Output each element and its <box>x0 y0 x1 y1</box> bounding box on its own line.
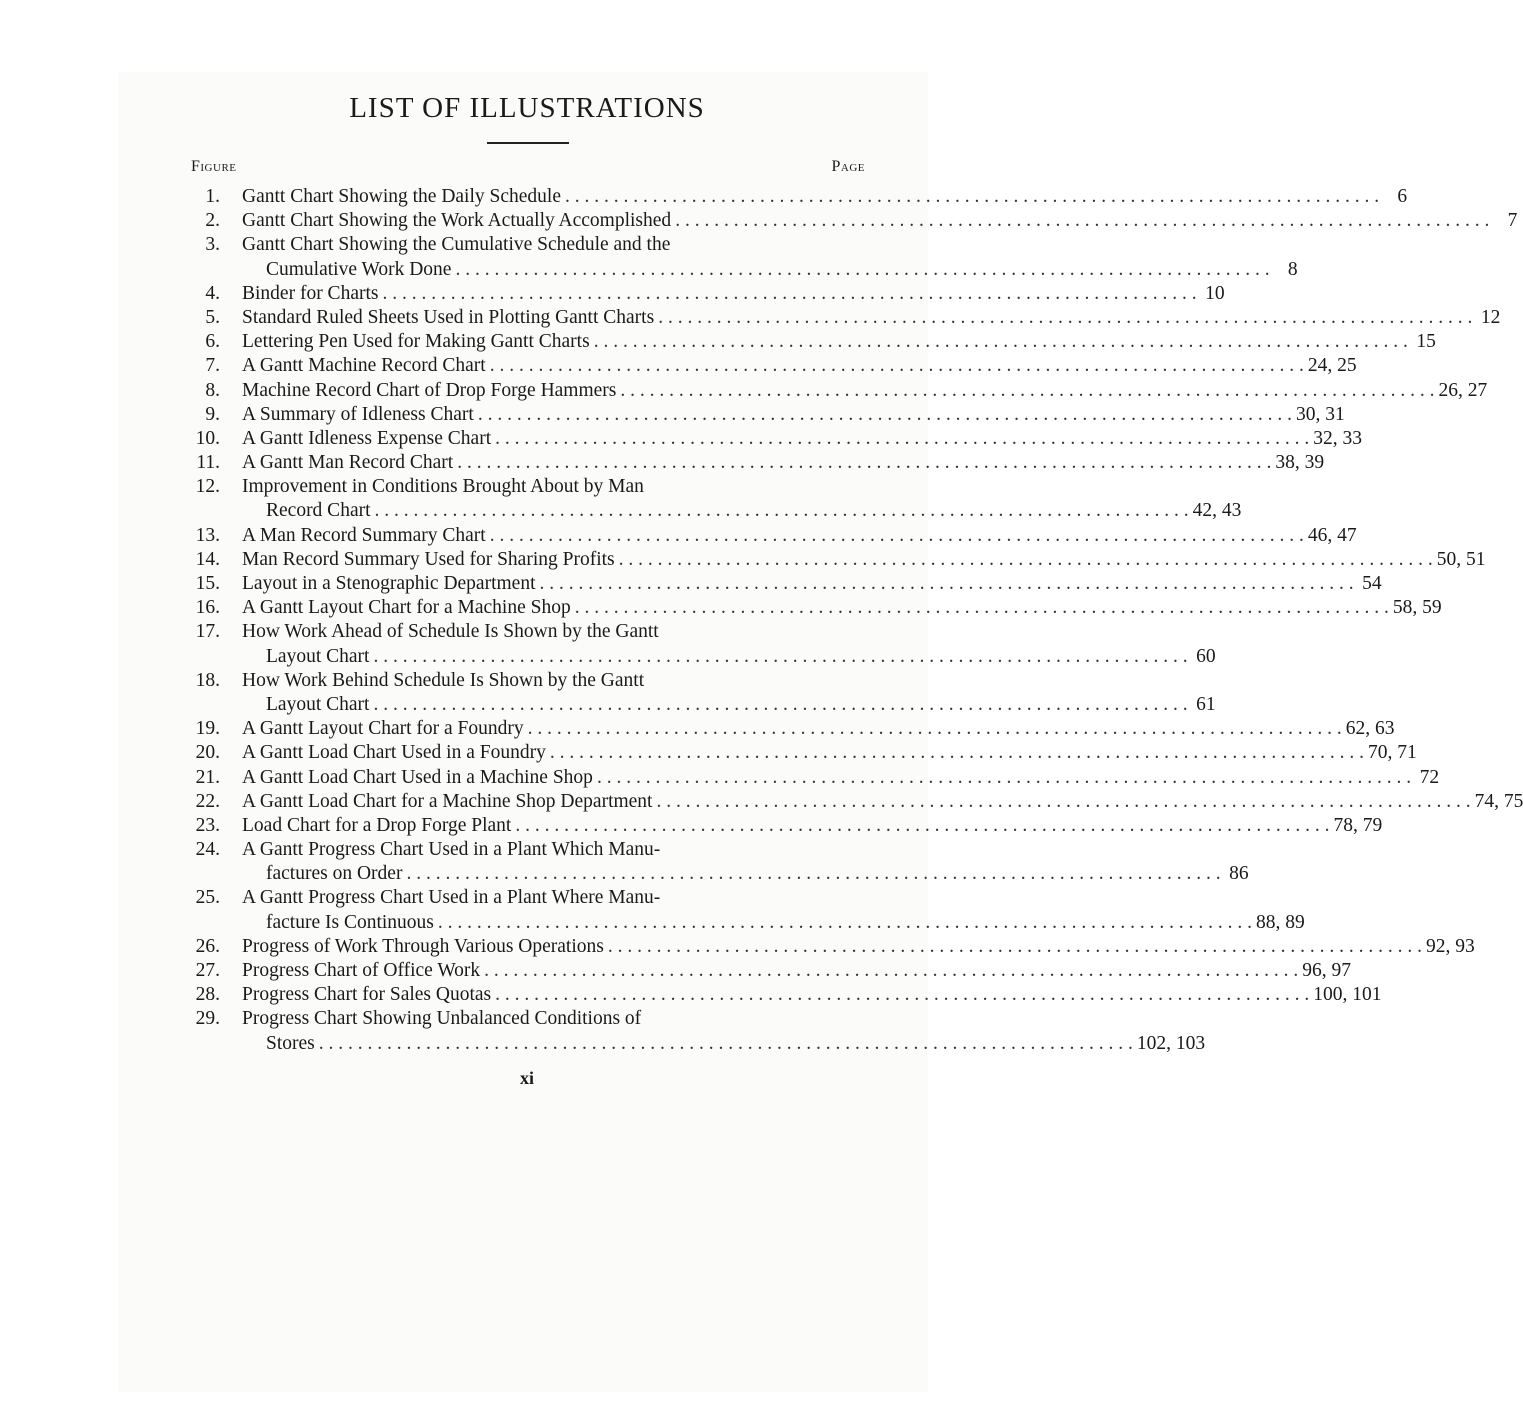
figure-number: 12. <box>195 476 220 498</box>
figure-number: 14. <box>195 548 220 570</box>
figure-number: 9. <box>205 403 220 425</box>
figure-number: 4. <box>205 282 220 304</box>
list-item-continuation <box>186 1032 1206 1057</box>
dot-leader <box>620 380 1434 402</box>
figure-caption: factures on Order <box>266 863 403 885</box>
list-item <box>186 621 864 645</box>
dot-leader <box>656 791 1470 813</box>
page-reference: 50, 51 <box>1436 548 1486 570</box>
figure-caption: A Gantt Progress Chart Used in a Plant Which Manu- <box>242 839 661 861</box>
figure-number: 24. <box>195 839 220 861</box>
page-reference: 102, 103 <box>1136 1032 1206 1054</box>
figure-caption: facture Is Continuous <box>266 911 434 933</box>
figure-number: 10. <box>195 427 220 449</box>
list-item <box>186 935 1475 960</box>
figure-caption: Man Record Summary Used for Sharing Profits <box>242 548 615 570</box>
figure-number: 5. <box>205 306 220 328</box>
figure-number: 28. <box>195 984 220 1006</box>
page-reference: 78, 79 <box>1333 814 1383 836</box>
figure-caption: A Gantt Idleness Expense Chart <box>242 427 492 449</box>
dot-leader <box>619 549 1433 571</box>
figure-caption: Cumulative Work Done <box>266 258 452 280</box>
figure-number: 23. <box>195 814 220 836</box>
dot-leader <box>319 1033 1133 1055</box>
list-item <box>186 839 864 863</box>
list-item <box>186 742 1417 766</box>
figure-number: 19. <box>195 718 220 740</box>
figure-caption: A Gantt Layout Chart for a Foundry <box>242 718 524 740</box>
figure-caption: Gantt Chart Showing the Cumulative Schedule and the <box>242 234 671 256</box>
figure-caption: Progress Chart of Office Work <box>242 960 481 981</box>
figure-caption: Improvement in Conditions Brought About by Man <box>242 476 644 498</box>
page-reference: 26, 27 <box>1438 379 1488 401</box>
page-reference: 6 <box>1397 186 1408 207</box>
figure-caption: Progress Chart Showing Unbalanced Conditions of <box>242 1008 642 1030</box>
page-reference: 10 <box>1205 282 1225 304</box>
figure-caption: A Summary of Idleness Chart <box>242 403 474 425</box>
page-reference: 58, 59 <box>1392 597 1442 619</box>
list-item-continuation <box>186 645 1216 670</box>
figure-caption: How Work Ahead of Schedule Is Shown by the Gantt <box>242 621 659 643</box>
dot-leader <box>658 307 1472 329</box>
figure-caption: How Work Behind Schedule Is Shown by the Gantt <box>242 669 645 691</box>
page-reference: 86 <box>1229 863 1249 885</box>
list-item <box>186 186 1408 210</box>
figure-caption: Load Chart for a Drop Forge Plant <box>242 814 512 836</box>
dot-leader <box>490 525 1304 547</box>
dot-leader <box>597 767 1411 789</box>
list-item-continuation <box>186 500 1242 524</box>
page-title: LIST OF ILLUSTRATIONS <box>349 92 705 124</box>
dot-leader <box>515 815 1329 837</box>
list-item <box>186 718 1395 742</box>
figure-number: 22. <box>195 790 220 812</box>
figure-number: 2. <box>205 210 220 232</box>
list-item <box>186 548 1486 573</box>
page-reference: 15 <box>1416 331 1436 353</box>
dot-leader <box>575 597 1389 619</box>
list-item-continuation <box>186 258 1298 283</box>
page-number-footer: xi <box>519 1068 534 1088</box>
title-rule <box>487 142 569 144</box>
page-reference: 74, 75 <box>1474 790 1523 812</box>
figure-caption: A Gantt Layout Chart for a Machine Shop <box>242 597 571 619</box>
figure-caption: Progress of Work Through Various Operations <box>242 935 604 957</box>
list-item <box>186 984 1382 1008</box>
figure-number: 17. <box>195 621 220 643</box>
figure-caption: A Man Record Summary Chart <box>242 524 486 546</box>
figure-number: 8. <box>205 379 220 401</box>
figure-column-header: Figure <box>191 158 237 175</box>
figure-caption: A Gantt Man Record Chart <box>242 452 454 474</box>
dot-leader <box>594 331 1408 353</box>
dot-leader <box>495 428 1309 450</box>
page-reference: 60 <box>1196 645 1216 667</box>
list-item-continuation <box>186 693 1216 718</box>
dot-leader <box>406 863 1220 885</box>
list-item <box>186 597 1442 621</box>
page-reference: 42, 43 <box>1192 500 1242 522</box>
figure-number: 20. <box>195 742 220 764</box>
list-item <box>186 210 1518 234</box>
page-reference: 32, 33 <box>1313 427 1362 449</box>
figure-caption: Progress Chart for Sales Quotas <box>242 984 492 1006</box>
figure-caption: Layout Chart <box>266 693 370 715</box>
figure-caption: A Gantt Load Chart Used in a Machine Shop <box>242 766 593 788</box>
page-reference: 92, 93 <box>1425 935 1475 957</box>
list-item <box>186 306 1501 331</box>
figure-caption: Binder for Charts <box>242 282 379 304</box>
figure-caption: Record Chart <box>266 500 371 522</box>
list-item <box>186 1008 864 1032</box>
list-item <box>186 960 1352 984</box>
figure-number: 25. <box>195 887 220 909</box>
list-item <box>186 790 1523 815</box>
dot-leader <box>550 742 1364 764</box>
list-item <box>186 573 1382 597</box>
page-reference: 100, 101 <box>1313 984 1382 1006</box>
figure-caption: A Gantt Progress Chart Used in a Plant Where Manu- <box>242 887 661 909</box>
list-item <box>186 524 1357 549</box>
figure-number: 26. <box>195 935 220 957</box>
list-item <box>186 234 864 258</box>
dot-leader <box>484 960 1298 982</box>
list-item <box>186 379 1488 404</box>
page-reference: 30, 31 <box>1295 403 1345 425</box>
figure-caption: Lettering Pen Used for Making Gantt Charts <box>242 331 590 353</box>
page-reference: 62, 63 <box>1345 718 1395 740</box>
figure-caption: A Gantt Load Chart Used in a Foundry <box>242 742 546 764</box>
dot-leader <box>608 936 1422 958</box>
figure-caption: Stores <box>266 1032 315 1054</box>
list-item <box>186 814 1383 839</box>
figure-caption: A Gantt Machine Record Chart <box>242 355 486 377</box>
list-item-continuation <box>186 863 1249 887</box>
list-item <box>186 403 1345 428</box>
dot-leader <box>455 259 1269 281</box>
figure-caption: Gantt Chart Showing the Daily Schedule <box>242 186 561 207</box>
dot-leader <box>490 355 1304 377</box>
page-reference: 7 <box>1507 210 1518 232</box>
page-reference: 70, 71 <box>1367 742 1417 764</box>
page-reference: 72 <box>1419 766 1440 788</box>
page-column-header: Page <box>831 158 865 175</box>
dot-leader <box>457 452 1271 474</box>
page-reference: 96, 97 <box>1302 960 1352 981</box>
figure-caption: Machine Record Chart of Drop Forge Hammers <box>242 379 617 401</box>
figure-number: 27. <box>195 960 220 981</box>
dot-leader <box>540 573 1354 595</box>
figure-number: 1. <box>205 186 220 207</box>
dot-leader <box>438 912 1252 934</box>
dot-leader <box>375 500 1189 522</box>
illustrations-list <box>186 186 1523 1057</box>
figure-number: 21. <box>195 766 220 788</box>
dot-leader <box>373 646 1187 668</box>
list-item <box>186 452 1325 476</box>
figure-caption: Gantt Chart Showing the Work Actually Accomplished <box>242 210 672 232</box>
figure-number: 11. <box>196 452 220 474</box>
dot-leader <box>495 984 1309 1006</box>
page-reference: 8 <box>1287 258 1298 280</box>
page-reference: 61 <box>1196 693 1216 715</box>
list-item <box>186 355 1357 379</box>
list-item <box>186 766 1440 791</box>
page-reference: 88, 89 <box>1256 911 1305 933</box>
page-reference: 46, 47 <box>1307 524 1357 546</box>
dot-leader <box>373 694 1187 716</box>
page-reference: 24, 25 <box>1307 355 1357 377</box>
figure-caption: A Gantt Load Chart for a Machine Shop Department <box>242 790 653 812</box>
dot-leader <box>565 186 1379 208</box>
page-reference: 54 <box>1362 573 1382 594</box>
dot-leader <box>528 718 1342 740</box>
list-item <box>186 331 1436 355</box>
list-item <box>186 476 864 500</box>
figure-caption: Layout in a Stenographic Department <box>242 573 536 594</box>
figure-number: 18. <box>195 669 220 691</box>
figure-number: 15. <box>195 573 220 594</box>
list-item <box>186 887 864 911</box>
figure-caption: Layout Chart <box>266 645 370 667</box>
figure-number: 6. <box>205 331 220 353</box>
dot-leader <box>478 404 1292 426</box>
figure-number: 7. <box>205 355 220 377</box>
dot-leader <box>382 283 1196 305</box>
list-item <box>186 427 1362 452</box>
page-reference: 38, 39 <box>1275 452 1325 474</box>
list-item-continuation <box>186 911 1305 936</box>
figure-caption: Standard Ruled Sheets Used in Plotting Gantt Charts <box>242 306 655 328</box>
list-item <box>186 670 864 694</box>
figure-number: 29. <box>195 1008 220 1030</box>
list-item <box>186 282 1225 307</box>
figure-number: 16. <box>195 597 220 619</box>
dot-leader <box>675 210 1489 232</box>
page-reference: 12 <box>1480 306 1501 328</box>
figure-number: 3. <box>205 234 220 256</box>
figure-number: 13. <box>195 524 220 546</box>
